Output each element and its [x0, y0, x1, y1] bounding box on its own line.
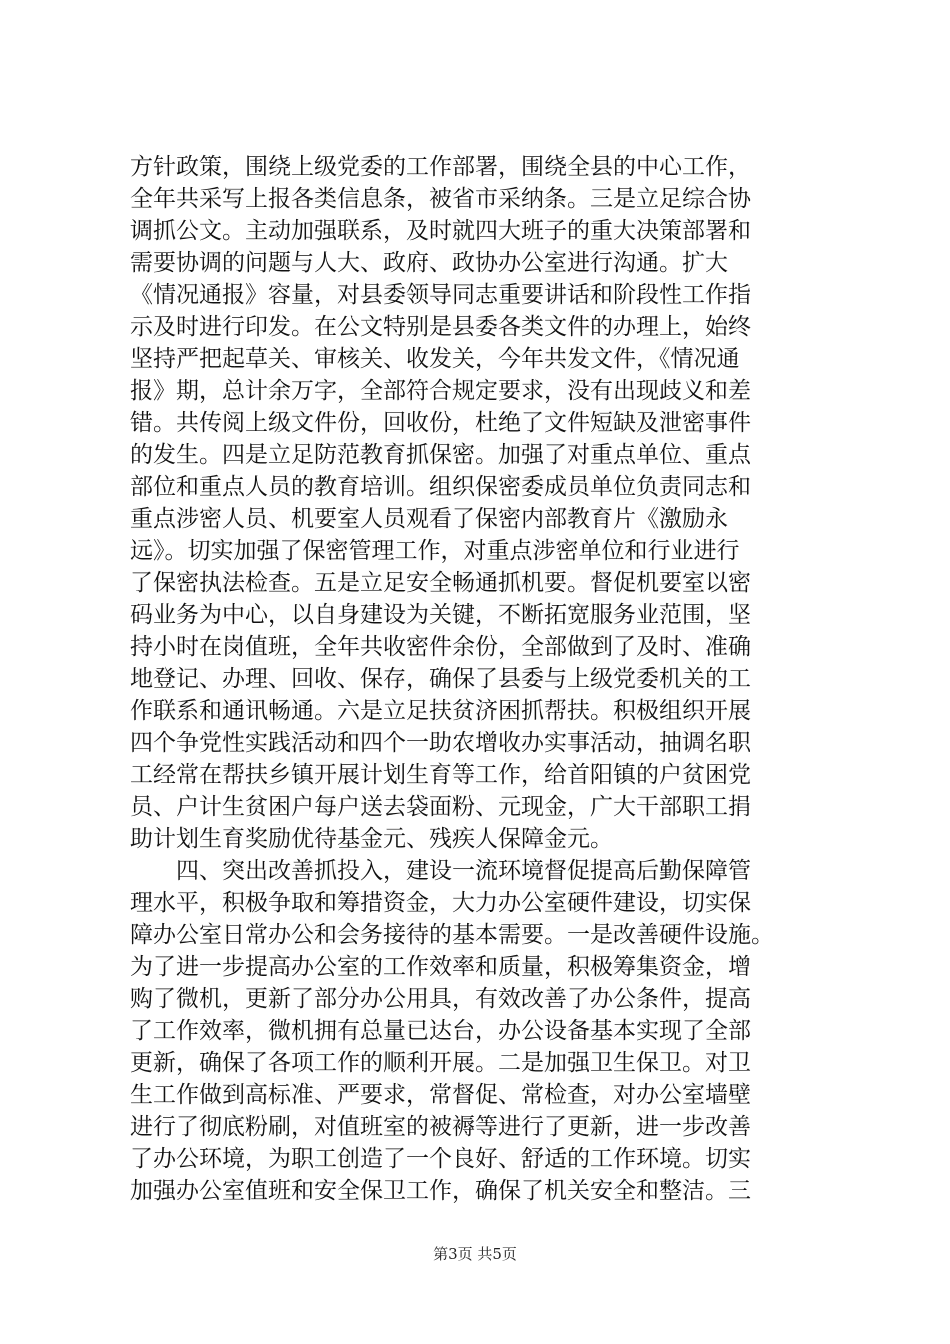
text-line: 为了进一步提高办公室的工作效率和质量，积极筹集资金，增	[130, 954, 751, 980]
text-line: 远》。切实加强了保密管理工作，对重点涉密单位和行业进行	[130, 538, 740, 564]
text-line: 全年共采写上报各类信息条，被省市采纳条。三是立足综合协	[130, 186, 751, 212]
text-line: 加强办公室值班和安全保卫工作，确保了机关安全和整洁。三	[130, 1178, 751, 1204]
text-line: 理水平，积极争取和筹措资金，大力办公室硬件建设，切实保	[130, 890, 751, 916]
text-line: 四、突出改善抓投入，建设一流环境督促提高后勤保障管	[130, 858, 751, 884]
text-line: 助计划生育奖励优待基金元、残疾人保障金元。	[130, 826, 613, 852]
text-line: 方针政策，围绕上级党委的工作部署，围绕全县的中心工作，	[130, 154, 751, 180]
text-line: 购了微机，更新了部分办公用具，有效改善了办公条件，提高	[130, 986, 751, 1012]
text-line: 示及时进行印发。在公文特别是县委各类文件的办理上，始终	[130, 314, 751, 340]
body-text	[130, 151, 822, 1207]
text-line: 了工作效率，微机拥有总量已达台，办公设备基本实现了全部	[130, 1018, 751, 1044]
text-line: 工经常在帮扶乡镇开展计划生育等工作，给首阳镇的户贫困党	[130, 762, 751, 788]
text-line: 了保密执法检查。五是立足安全畅通抓机要。督促机要室以密	[130, 570, 751, 596]
text-line: 错。共传阅上级文件份，回收份，杜绝了文件短缺及泄密事件	[130, 410, 751, 436]
text-line: 四个争党性实践活动和四个一助农增收办实事活动，抽调名职	[130, 730, 751, 756]
text-line: 重点涉密人员、机要室人员观看了保密内部教育片《激励永	[130, 506, 728, 532]
text-line: 《情况通报》容量，对县委领导同志重要讲话和阶段性工作指	[130, 282, 751, 308]
text-line: 作联系和通讯畅通。六是立足扶贫济困抓帮扶。积极组织开展	[130, 698, 751, 724]
text-line: 码业务为中心，以自身建设为关键，不断拓宽服务业范围，坚	[130, 602, 751, 628]
text-line: 障办公室日常办公和会务接待的基本需要。一是改善硬件设施。	[130, 922, 774, 948]
text-line: 调抓公文。主动加强联系，及时就四大班子的重大决策部署和	[130, 218, 751, 244]
text-line: 进行了彻底粉刷，对值班室的被褥等进行了更新，进一步改善	[130, 1114, 751, 1140]
text-line: 坚持严把起草关、审核关、收发关，今年共发文件，《情况通	[130, 346, 740, 372]
text-line: 报》期，总计余万字，全部符合规定要求，没有出现歧义和差	[130, 378, 751, 404]
text-line: 更新，确保了各项工作的顺利开展。二是加强卫生保卫。对卫	[130, 1050, 751, 1076]
text-line: 员、户计生贫困户每户送去袋面粉、元现金，广大干部职工捐	[130, 794, 751, 820]
text-line: 部位和重点人员的教育培训。组织保密委成员单位负责同志和	[130, 474, 751, 500]
text-line: 的发生。四是立足防范教育抓保密。加强了对重点单位、重点	[130, 442, 751, 468]
text-line: 需要协调的问题与人大、政府、政协办公室进行沟通。扩大	[130, 250, 728, 276]
text-line: 了办公环境，为职工创造了一个良好、舒适的工作环境。切实	[130, 1146, 751, 1172]
text-line: 持小时在岗值班，全年共收密件余份，全部做到了及时、准确	[130, 634, 751, 660]
page-footer: 第3页 共5页	[433, 1245, 517, 1263]
text-line: 生工作做到高标准、严要求，常督促、常检查，对办公室墙壁	[130, 1082, 751, 1108]
text-line: 地登记、办理、回收、保存，确保了县委与上级党委机关的工	[130, 666, 751, 692]
